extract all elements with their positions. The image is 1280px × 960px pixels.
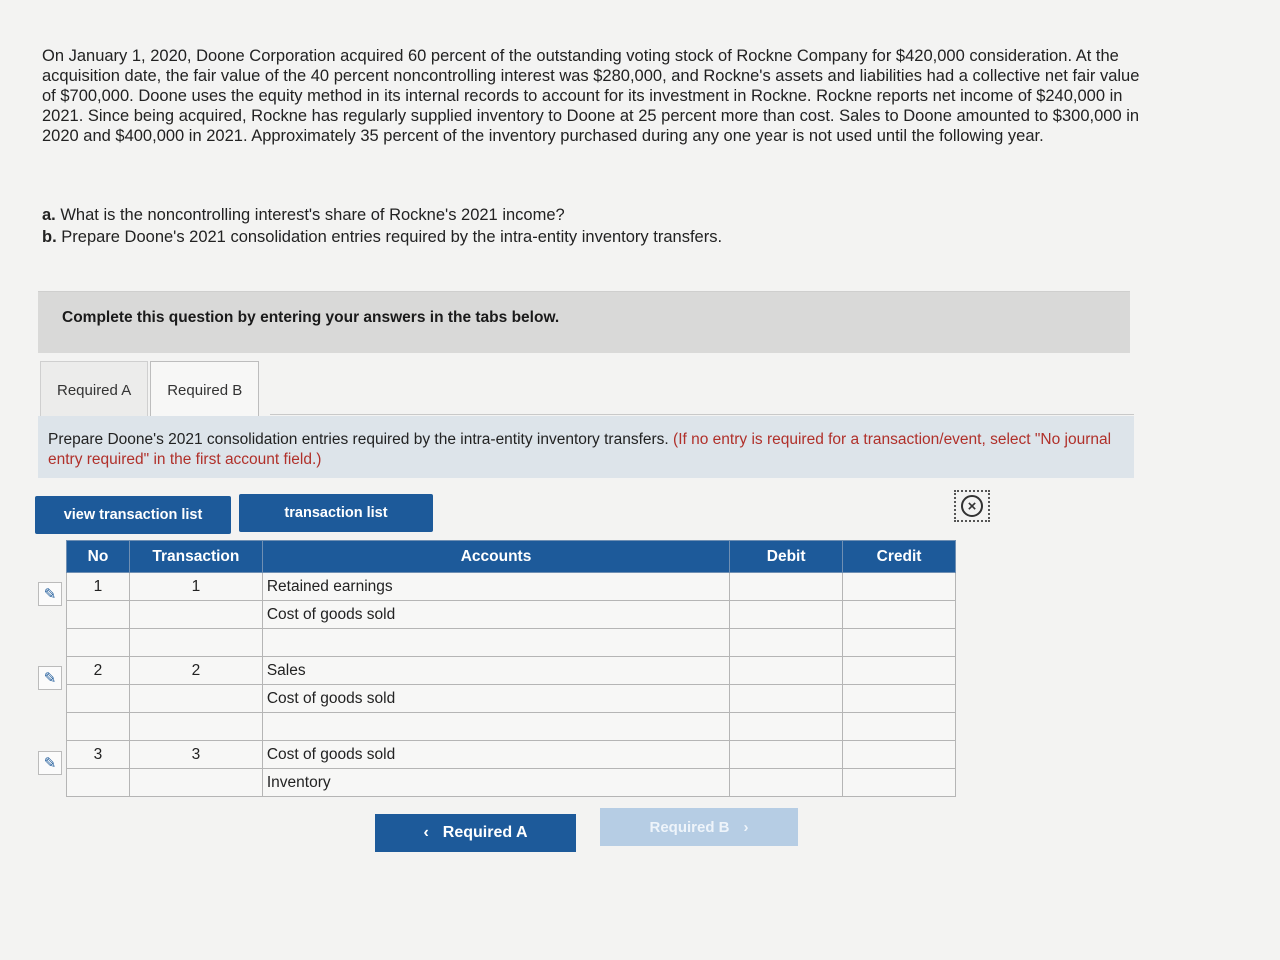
debit-cell[interactable] <box>730 657 843 685</box>
table-row <box>67 657 956 685</box>
empty-cell <box>67 601 130 629</box>
header-credit: Credit <box>843 541 956 573</box>
credit-cell[interactable] <box>843 713 956 741</box>
account-cell[interactable]: Cost of goods sold <box>262 601 729 629</box>
question-a-text: What is the noncontrolling interest's share of Rockne's 2021 income? <box>60 206 565 224</box>
table-row <box>67 769 956 797</box>
empty-cell <box>129 713 262 741</box>
instruction-banner <box>38 291 1130 353</box>
credit-cell[interactable] <box>843 629 956 657</box>
edit-entry-2-pencil-icon[interactable]: ✎ <box>38 666 62 690</box>
empty-cell <box>67 769 130 797</box>
account-cell[interactable]: Cost of goods sold <box>262 741 729 769</box>
prev-required-a-button[interactable] <box>375 814 576 852</box>
tab-required-a[interactable]: Required A <box>40 361 148 418</box>
table-row <box>67 629 956 657</box>
credit-cell[interactable] <box>843 657 956 685</box>
next-button-label: Required B <box>649 818 730 836</box>
debit-cell[interactable] <box>730 573 843 601</box>
credit-cell[interactable] <box>843 573 956 601</box>
next-required-b-button <box>600 808 798 846</box>
table-row <box>67 713 956 741</box>
table-row <box>67 573 956 601</box>
journal-table <box>66 540 956 797</box>
entry-no: 2 <box>67 657 130 685</box>
entry-transaction: 3 <box>129 741 262 769</box>
entry-no: 1 <box>67 573 130 601</box>
question-b-label: b. <box>42 228 57 246</box>
banner-text: Complete this question by entering your answers in the tabs below. <box>62 309 560 326</box>
close-button[interactable] <box>954 490 990 522</box>
empty-cell <box>129 601 262 629</box>
transaction-list-button[interactable]: transaction list <box>239 494 433 532</box>
tab-bar <box>40 361 259 418</box>
question-a-label: a. <box>42 206 56 224</box>
debit-cell[interactable] <box>730 769 843 797</box>
question-b <box>42 226 1042 248</box>
empty-cell <box>129 685 262 713</box>
empty-cell <box>67 713 130 741</box>
instructions-note: (If no entry is required for a transaction/event, select "No journal entry required" in the first account field.) <box>48 431 1112 468</box>
account-cell[interactable]: Retained earnings <box>262 573 729 601</box>
table-row <box>67 601 956 629</box>
chevron-left-icon: ‹ <box>423 824 429 841</box>
empty-cell <box>129 769 262 797</box>
debit-cell[interactable] <box>730 741 843 769</box>
table-row <box>67 685 956 713</box>
account-cell[interactable]: Sales <box>262 657 729 685</box>
debit-cell[interactable] <box>730 685 843 713</box>
entry-transaction: 1 <box>129 573 262 601</box>
debit-cell[interactable] <box>730 601 843 629</box>
credit-cell[interactable] <box>843 601 956 629</box>
view-transaction-list-button[interactable]: view transaction list <box>35 496 231 534</box>
debit-cell[interactable] <box>730 713 843 741</box>
edit-entry-1-pencil-icon[interactable]: ✎ <box>38 582 62 606</box>
table-row <box>67 741 956 769</box>
close-circle-icon: × <box>961 495 983 517</box>
prev-button-label: Required A <box>442 824 528 841</box>
header-debit: Debit <box>730 541 843 573</box>
header-accounts: Accounts <box>262 541 729 573</box>
edit-entry-3-pencil-icon[interactable]: ✎ <box>38 751 62 775</box>
empty-cell <box>129 629 262 657</box>
credit-cell[interactable] <box>843 741 956 769</box>
empty-cell <box>67 629 130 657</box>
tab-divider <box>270 414 1134 415</box>
entry-no: 3 <box>67 741 130 769</box>
tab-required-b[interactable]: Required B <box>150 361 259 418</box>
entry-transaction: 2 <box>129 657 262 685</box>
problem-statement: On January 1, 2020, Doone Corporation acquired 60 percent of the outstanding voting stock of Rockne Company for $420,000 consideration. At the acquisition date, the fair value of the 40 percent noncontrolling interest was $280,000, and Rockne's assets and liabilities had a collective net fair value of $700,000. Doone uses the equity method in its internal records to account for its investment in Rockne. Rockne reports net income of $240,000 in 2021. Since being acquired, Rockne has regularly supplied inventory to Doone at 25 percent more than cost. Sales to Doone amounted to $300,000 in 2020 and $400,000 in 2021. Approximately 35 percent of the inventory purchased during any one year is not used until the following year. <box>42 47 1140 145</box>
header-no: No <box>67 541 130 573</box>
header-transaction: Transaction <box>129 541 262 573</box>
debit-cell[interactable] <box>730 629 843 657</box>
instructions-panel <box>38 416 1134 478</box>
account-cell[interactable]: Inventory <box>262 769 729 797</box>
account-cell[interactable] <box>262 629 729 657</box>
credit-cell[interactable] <box>843 769 956 797</box>
question-list <box>42 204 1042 248</box>
account-cell[interactable] <box>262 713 729 741</box>
chevron-right-icon: › <box>743 818 749 836</box>
empty-cell <box>67 685 130 713</box>
account-cell[interactable]: Cost of goods sold <box>262 685 729 713</box>
instructions-main: Prepare Doone's 2021 consolidation entries required by the intra-entity inventory transfers. <box>48 431 669 448</box>
question-a <box>42 204 1042 226</box>
question-b-text: Prepare Doone's 2021 consolidation entries required by the intra-entity inventory transfers. <box>61 228 723 246</box>
journal-header-row <box>67 541 956 573</box>
credit-cell[interactable] <box>843 685 956 713</box>
